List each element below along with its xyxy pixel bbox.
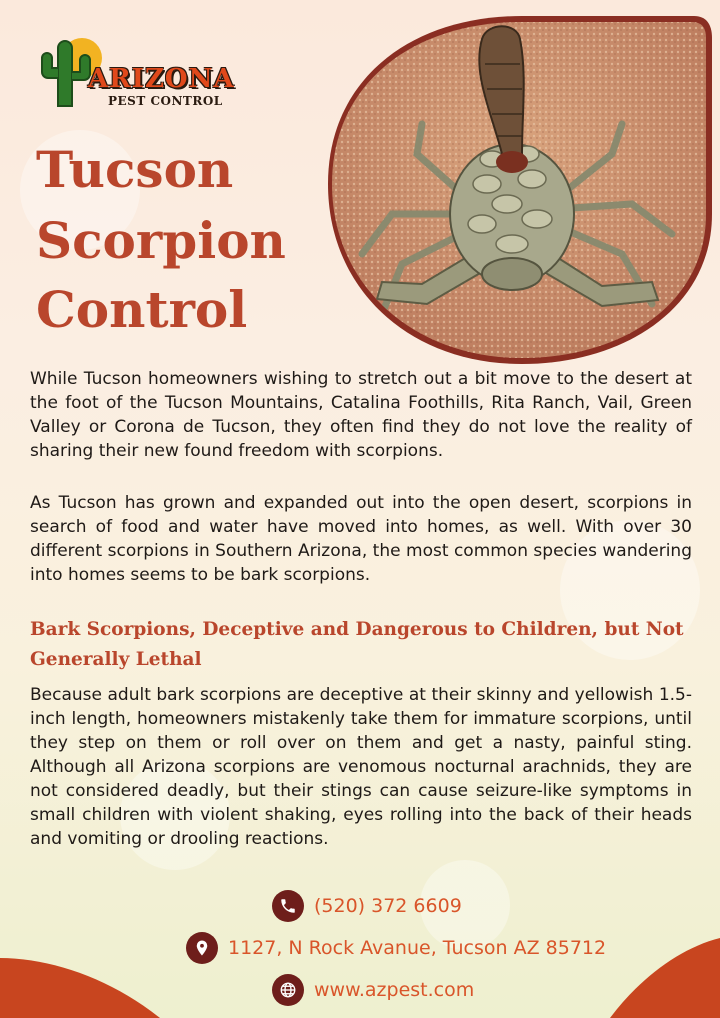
scorpion-photo xyxy=(322,14,712,364)
page-title-line-2: Scorpion xyxy=(36,211,286,270)
intro-paragraph: While Tucson homeowners wishing to stretch out a bit move to the desert at the foot of the Tucson Mountains, Catalina Foothills, Rita Ranch, Vail, Green Valley or Corona de Tucson, they often find they do not love the reality of sharing their new found freedom with scorpions. xyxy=(30,369,692,461)
brand-tagline: PEST CONTROL xyxy=(108,94,223,108)
phone-number: (520) 372 6609 xyxy=(314,895,462,917)
phone-icon xyxy=(272,890,304,922)
section-subheading: Bark Scorpions, Deceptive and Dangerous to Children, but Not Generally Lethal xyxy=(30,619,684,670)
corner-wave-right xyxy=(610,938,720,1018)
bark-scorpion-paragraph: Because adult bark scorpions are deceptive at their skinny and yellowish 1.5-inch length, homeowners mistakenly take them for immature scorpions, until they step on them or roll over on them and get a nasty, painful sting. Although all Arizona scorpions are venomous nocturnal arachnids, they are not considered deadly, but their stings can cause seizure-like symptoms in small children with violent shaking, eyes rolling into the back of their heads and vomiting or drooling reactions. xyxy=(30,685,692,849)
address-text: 1127, N Rock Avanue, Tucson AZ 85712 xyxy=(228,937,607,959)
website-contact[interactable] xyxy=(272,974,474,1006)
page-title-line-1: Tucson xyxy=(36,140,234,199)
phone-contact[interactable] xyxy=(272,890,462,922)
location-pin-icon xyxy=(186,932,218,964)
globe-icon xyxy=(272,974,304,1006)
website-link[interactable]: www.azpest.com xyxy=(314,979,475,1001)
page-title-line-3: Control xyxy=(36,280,248,339)
brand-name: ARIZONA xyxy=(88,64,235,94)
growth-paragraph: As Tucson has grown and expanded out into the open desert, scorpions in search of food and water have moved into homes, as well. With over 30 different scorpions in Southern Arizona, the most common species wandering into homes seems to be bark scorpions. xyxy=(30,493,692,585)
brand-logo[interactable] xyxy=(36,30,266,110)
address-contact[interactable] xyxy=(186,932,606,964)
corner-wave-left xyxy=(0,948,160,1018)
